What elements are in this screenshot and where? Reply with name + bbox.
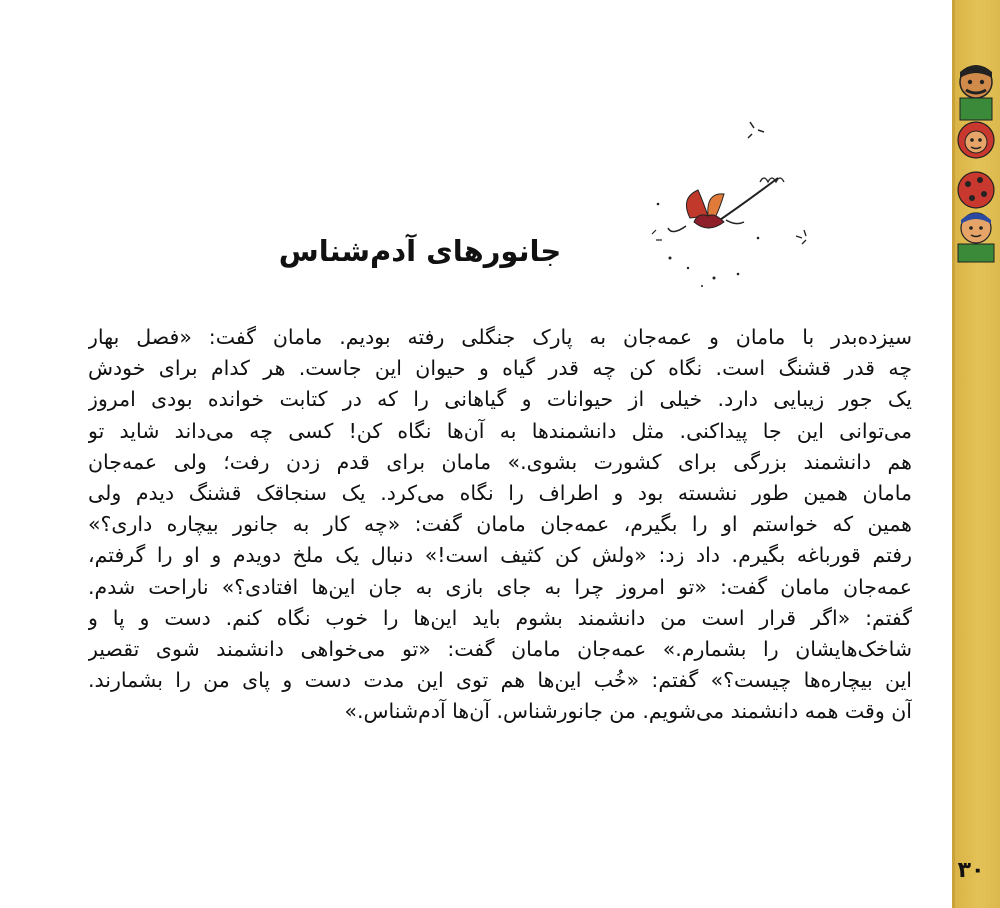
story-line: سیزده‌بدر با مامان و عمه‌جان به پارک جنگلی رفته بودیم. مامان گفت: «فصل بهار	[88, 325, 912, 349]
story-line: شاخک‌هایشان را بشمارم.» عمه‌جان مامان گفت: «تو می‌خواهی دانشمند شوی تقصیر	[88, 637, 912, 662]
page-number: ۳۰	[957, 858, 985, 883]
story-line: چه قدر قشنگ است. نگاه کن چه قدر گیاه و حیوان این جاست. هر کدام برای خودش	[88, 356, 912, 381]
story-paragraph	[88, 322, 912, 728]
story-line: عمه‌جان مامان گفت: «تو امروز چرا به جای بازی به جان این‌ها افتادی؟» ناراحت شدم.	[88, 574, 912, 599]
story-line: یک جور زیبایی دارد. خیلی از حیوانات و گیاهانی را که در کتابت خوانده بودی امروز	[88, 387, 912, 412]
story-line: مامان همین طور نشسته بود و اطراف را نگاه می‌کرد. یک سنجاقک قشنگ دیدم ولی	[88, 481, 912, 506]
story-line: گفتم: «اگر قرار است من دانشمند بشوم باید این‌ها را خوب نگاه کنم. دست و پا و	[88, 605, 912, 630]
story-line: همین که خواستم او را بگیرم، عمه‌جان مامان گفت: «چه کار به جانور بیچاره داری؟»	[88, 512, 912, 537]
story-line: آن وقت همه دانشمند می‌شویم. من جانورشناس. آن‌ها آدم‌شناس.»	[344, 699, 912, 724]
flower-illustration	[628, 108, 828, 308]
story-line: این بیچاره‌ها چیست؟» گفتم: «خُب این‌ها هم توی این مدت دست و پای من را بشمارند.	[88, 668, 912, 693]
story-line: رفتم قورباغه بگیرم. داد زد: «ولش کن کثیف است!» دنبال یک ملخ دویدم و او را گرفتم،	[88, 543, 912, 568]
story-line: می‌توانی این جا پیداکنی. مثل دانشمندها به آن‌ها نگاه کن! کسی چه می‌داند شاید تو	[88, 418, 912, 443]
chapter-title: جانورهای آدم‌شناس	[278, 234, 562, 268]
children-faces-illustration	[952, 60, 1000, 270]
story-line: هم دانشمند بزرگی برای کشورت بشوی.» مامان برای قدم زدن رفت؛ ولی عمه‌جان	[88, 449, 912, 474]
